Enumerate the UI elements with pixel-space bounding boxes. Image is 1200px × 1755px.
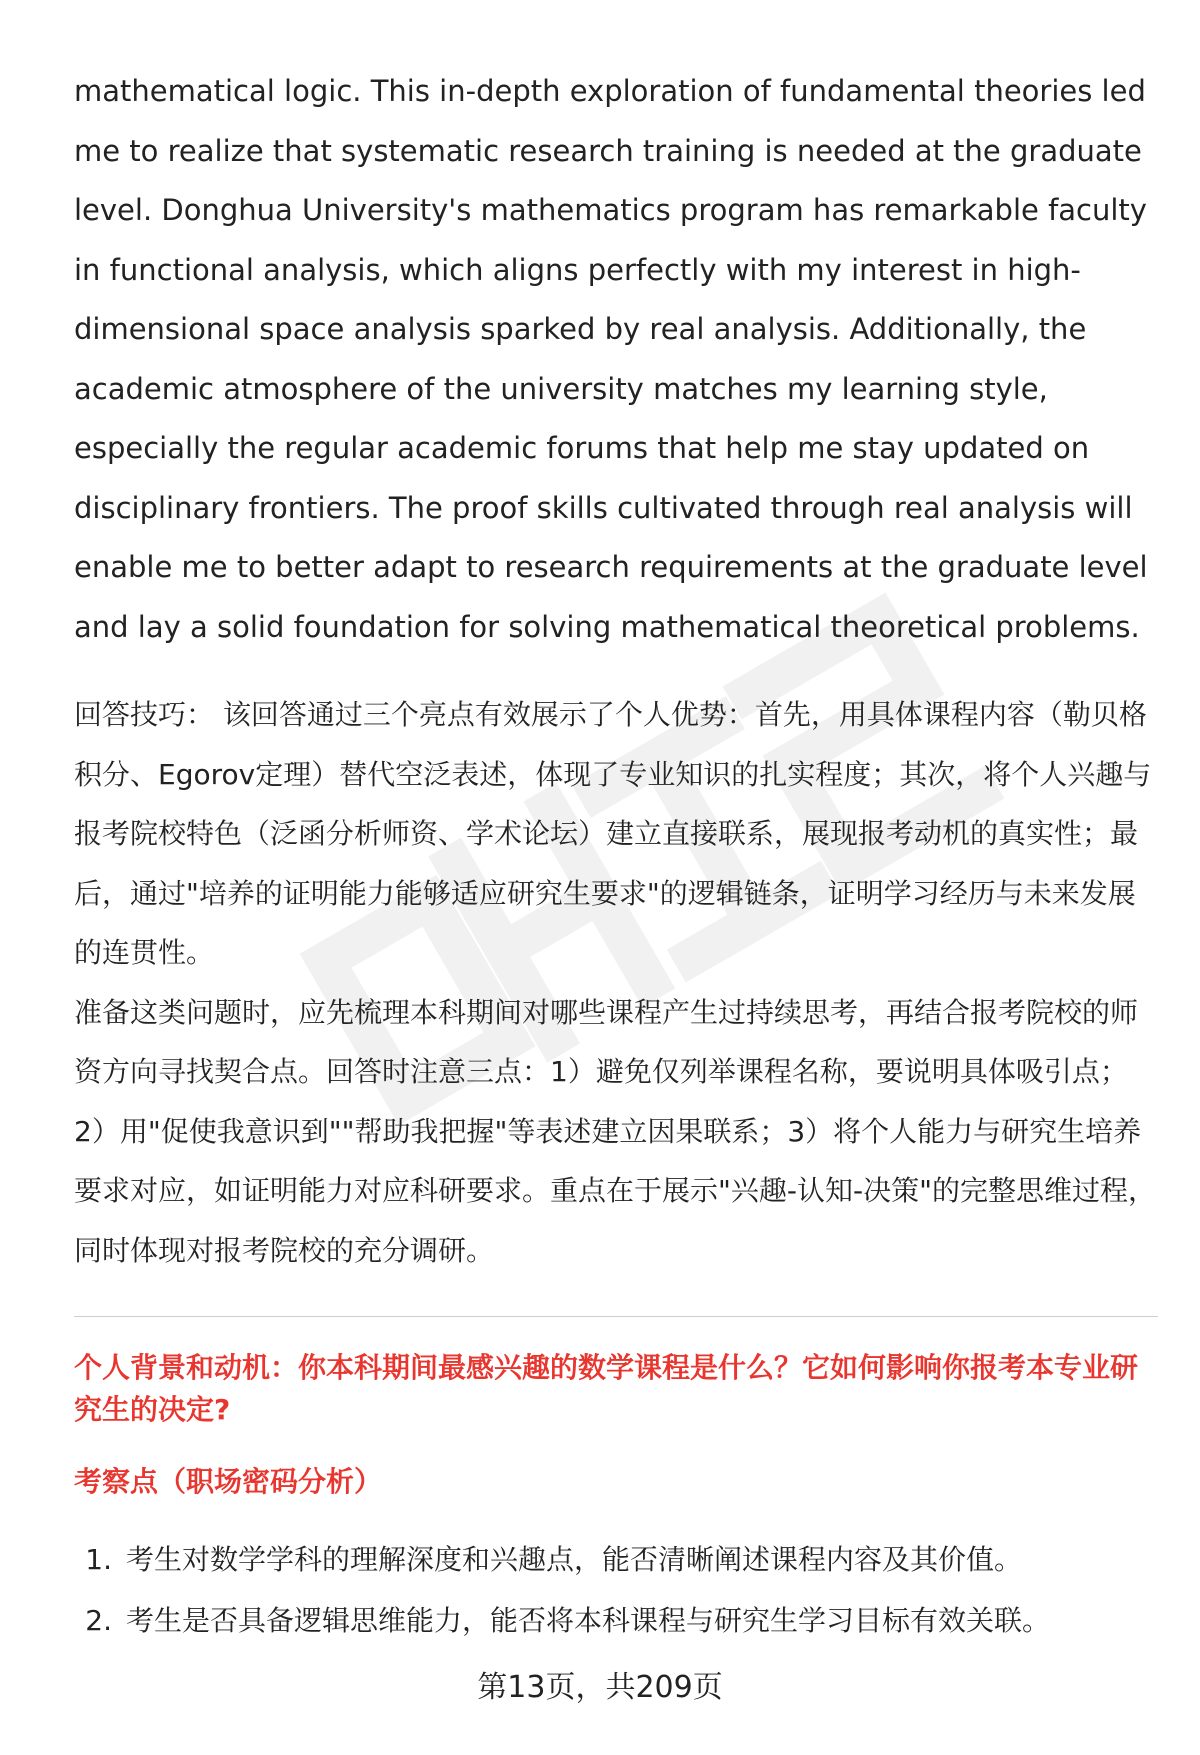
question-heading: 个人背景和动机：你本科期间最感兴趣的数学课程是什么？它如何影响你报考本专业研究生的决定? (74, 1351, 1139, 1426)
answer-tips-paragraph: 回答技巧： 该回答通过三个亮点有效展示了个人优势：首先，用具体课程内容（勒贝格积分、Egorov定理）替代空泛表述，体现了专业知识的扎实程度；其次，将个人兴趣与报考院校特色（泛函分析师资、学术论坛）建立直接联系，展现报考动机的真实性；最后，通过"培养的证明能力能够适应研究生要求"的逻辑链条，证明学习经历与未来发展的连贯性。 (74, 698, 1152, 969)
section-divider (74, 1316, 1158, 1317)
list-number: 1. (85, 1543, 112, 1576)
list-number: 2. (85, 1604, 112, 1637)
answer-tips-section (74, 685, 1158, 1280)
page-number-footer: 第13页，共209页 (477, 1670, 723, 1705)
list-item-text: 考生对数学学科的理解深度和兴趣点，能否清晰阐述课程内容及其价值。 (126, 1543, 1023, 1576)
page-content (74, 62, 1158, 1651)
preparation-advice-paragraph: 准备这类问题时，应先梳理本科期间对哪些课程产生过持续思考，再结合报考院校的师资方向寻找契合点。回答时注意三点：1）避免仅列举课程名称，要说明具体吸引点；2）用"促使我意识到""帮助我把握"等表述建立因果联系；3）将个人能力与研究生培养要求对应，如证明能力对应科研要求。重点在于展示"兴趣-认知-决策"的完整思维过程，同时体现对报考院校的充分调研。 (74, 995, 1156, 1267)
list-item-text: 考生是否具备逻辑思维能力，能否将本科课程与研究生学习目标有效关联。 (126, 1604, 1051, 1637)
list-item (74, 1529, 1158, 1590)
assessment-heading: 考察点（职场密码分析） (74, 1465, 383, 1498)
english-answer-paragraph: mathematical logic. This in-depth exploration of fundamental theories led me to realize that systematic research training is needed at the graduate level. Donghua University's mathematics program has remarkable faculty in functional analysis, which aligns perfectly with my interest in high-dimensional space analysis sparked by real analysis. Additionally, the academic atmosphere of the university matches my learning style, especially the regular academic forums that help me stay updated on disciplinary frontiers. The proof skills cultivated through real analysis will enable me to better adapt to research requirements at the graduate level and lay a solid foundation for solving mathematical theoretical problems. (74, 74, 1148, 644)
list-item (74, 1590, 1158, 1651)
assessment-list (74, 1529, 1158, 1651)
